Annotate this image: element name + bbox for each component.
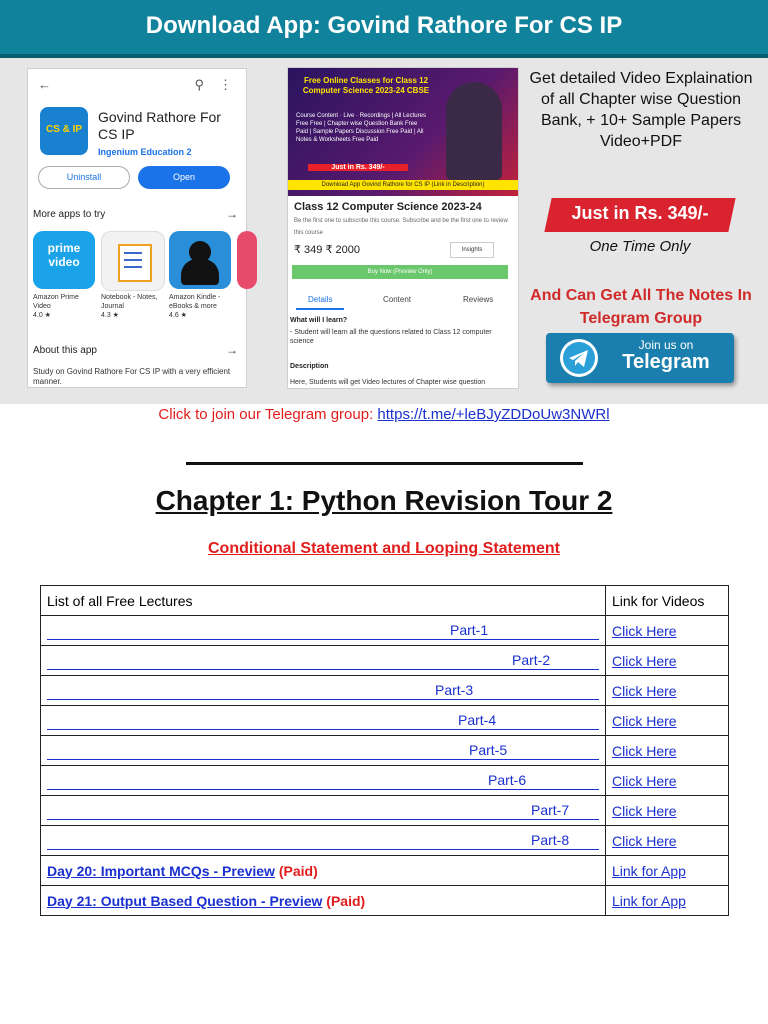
description-text: Here, Students will get Video lectures of Chapter wise question: [290, 379, 486, 386]
table-row: [41, 796, 729, 826]
more-icon: ⋮: [219, 77, 232, 92]
arrow-right-icon: →: [226, 343, 238, 357]
one-time-label: One Time Only: [589, 238, 691, 255]
course-title: Class 12 Computer Science 2023-24: [294, 201, 482, 213]
video-link[interactable]: Click Here: [612, 682, 677, 699]
buy-now-button: Buy Now (Preview Only): [292, 265, 508, 279]
day-link[interactable]: Day 20: Important MCQs - Preview: [47, 862, 275, 879]
horizontal-rule: [186, 462, 583, 465]
uninstall-button: Uninstall: [38, 166, 130, 189]
table-row: [41, 706, 729, 736]
telegram-button[interactable]: [546, 333, 734, 383]
app-label: Amazon Prime Video 4.0 ★: [33, 294, 79, 319]
learn-heading: What will I learn?: [290, 317, 348, 324]
video-link[interactable]: Click Here: [612, 712, 677, 729]
kindle-icon: [169, 231, 231, 289]
part-link[interactable]: Part-1: [47, 622, 599, 640]
course-price: ₹ 349 ₹ 2000: [294, 244, 360, 256]
tab-reviews: Reviews: [463, 295, 494, 304]
tab-details: Details: [308, 295, 333, 304]
part-link[interactable]: Part-5: [47, 742, 599, 760]
video-link[interactable]: Click Here: [612, 622, 677, 639]
video-link[interactable]: Click Here: [612, 832, 677, 849]
table-row: [41, 856, 729, 886]
prime-video-icon: prime video: [33, 231, 95, 289]
open-button: Open: [138, 166, 230, 189]
part-link[interactable]: Part-7: [47, 802, 599, 820]
telegram-join-line: [0, 406, 768, 423]
table-row: [41, 736, 729, 766]
promo-price: Just in Rs. 349/-: [571, 203, 709, 223]
part-link[interactable]: Part-3: [47, 682, 599, 700]
about-heading: About this app: [33, 345, 97, 356]
back-arrow-icon: ←: [38, 77, 51, 92]
video-link[interactable]: Click Here: [612, 802, 677, 819]
telegram-join-label: Join us on: [638, 338, 694, 352]
table-row: [41, 826, 729, 856]
section-subtitle: Conditional Statement and Looping Statement: [208, 540, 560, 557]
developer-name: Ingenium Education 2: [98, 147, 192, 157]
notes-text: And Can Get All The Notes In Telegram Group: [530, 287, 752, 327]
app-label: Amazon Kindle - eBooks & more 4.6 ★: [169, 294, 221, 319]
app-label: Notebook - Notes, Journal 4.3 ★: [101, 294, 158, 319]
learn-text: - Student will learn all the questions related to Class 12 computer science: [290, 329, 492, 345]
part-link[interactable]: Part-6: [47, 772, 599, 790]
table-row: [41, 676, 729, 706]
app-name: Govind Rathore For CS IP: [98, 109, 221, 142]
video-link[interactable]: Click Here: [612, 772, 677, 789]
description-heading: Description: [290, 363, 329, 370]
poster-table: Course Content · Live · Recordings | All Lectures Free Free | Chapter wise Question Bank Free Paid | Sample Papers Discussion Free Paid | All Notes & Worksheets Free Paid: [296, 113, 426, 143]
promo-detail: Get detailed Video Explaination of all Chapter wise Question Bank, + 10+ Sample Papers Video+PDF: [529, 70, 753, 150]
table-header-row: [41, 586, 729, 616]
download-banner: [0, 0, 768, 58]
join-text: Click to join our Telegram group:: [158, 406, 378, 423]
app-logo: CS & IP: [40, 107, 88, 155]
lecture-table: [40, 585, 729, 916]
poster-price: Just in Rs. 349/-: [308, 164, 408, 171]
video-link[interactable]: Click Here: [612, 742, 677, 759]
table-row: [41, 616, 729, 646]
paid-label: (Paid): [278, 862, 318, 879]
header-links: Link for Videos: [606, 586, 729, 616]
banner-title: Download App: Govind Rathore For CS IP: [145, 12, 623, 39]
telegram-link[interactable]: https://t.me/+leBJyZDDoUw3NWRl: [377, 406, 610, 423]
part-link[interactable]: Part-2: [47, 652, 599, 670]
poster-title: Free Online Classes for Class 12 Computer Science 2023-24 CBSE: [302, 76, 430, 95]
table-row: [41, 766, 729, 796]
insights-button: Insights: [450, 242, 494, 258]
course-subtext: Be the first one to subscribe this course. Subscribe and be the first one to review this course: [294, 218, 508, 236]
tab-indicator: [296, 308, 344, 310]
chapter-title: Chapter 1: Python Revision Tour 2: [155, 485, 613, 516]
course-poster: [288, 68, 518, 196]
arrow-right-icon: →: [226, 207, 238, 221]
app-link[interactable]: Link for App: [612, 862, 686, 879]
day-link[interactable]: Day 21: Output Based Question - Preview: [47, 892, 323, 909]
search-icon: ⚲: [194, 77, 204, 92]
paid-label: (Paid): [326, 892, 366, 909]
tab-content: Content: [383, 295, 412, 304]
part-link[interactable]: Part-4: [47, 712, 599, 730]
notebook-icon: [101, 231, 165, 291]
teacher-photo: [446, 82, 502, 180]
part-link[interactable]: Part-8: [47, 832, 599, 850]
table-row: [41, 886, 729, 916]
video-link[interactable]: Click Here: [612, 652, 677, 669]
poster-strip: Download App Govind Rathore for CS IP (Link in Description): [288, 180, 518, 190]
course-screenshot: [287, 67, 519, 389]
playstore-screenshot: [27, 68, 247, 388]
table-row: [41, 646, 729, 676]
app-link[interactable]: Link for App: [612, 892, 686, 909]
partial-app-icon: [237, 231, 257, 289]
header-lectures: List of all Free Lectures: [41, 586, 606, 616]
more-apps-heading: More apps to try: [33, 209, 106, 220]
about-description: Study on Govind Rathore For CS IP with a very efficient manner.: [33, 367, 231, 386]
telegram-icon: [560, 339, 598, 377]
telegram-label: Telegram: [622, 351, 710, 373]
